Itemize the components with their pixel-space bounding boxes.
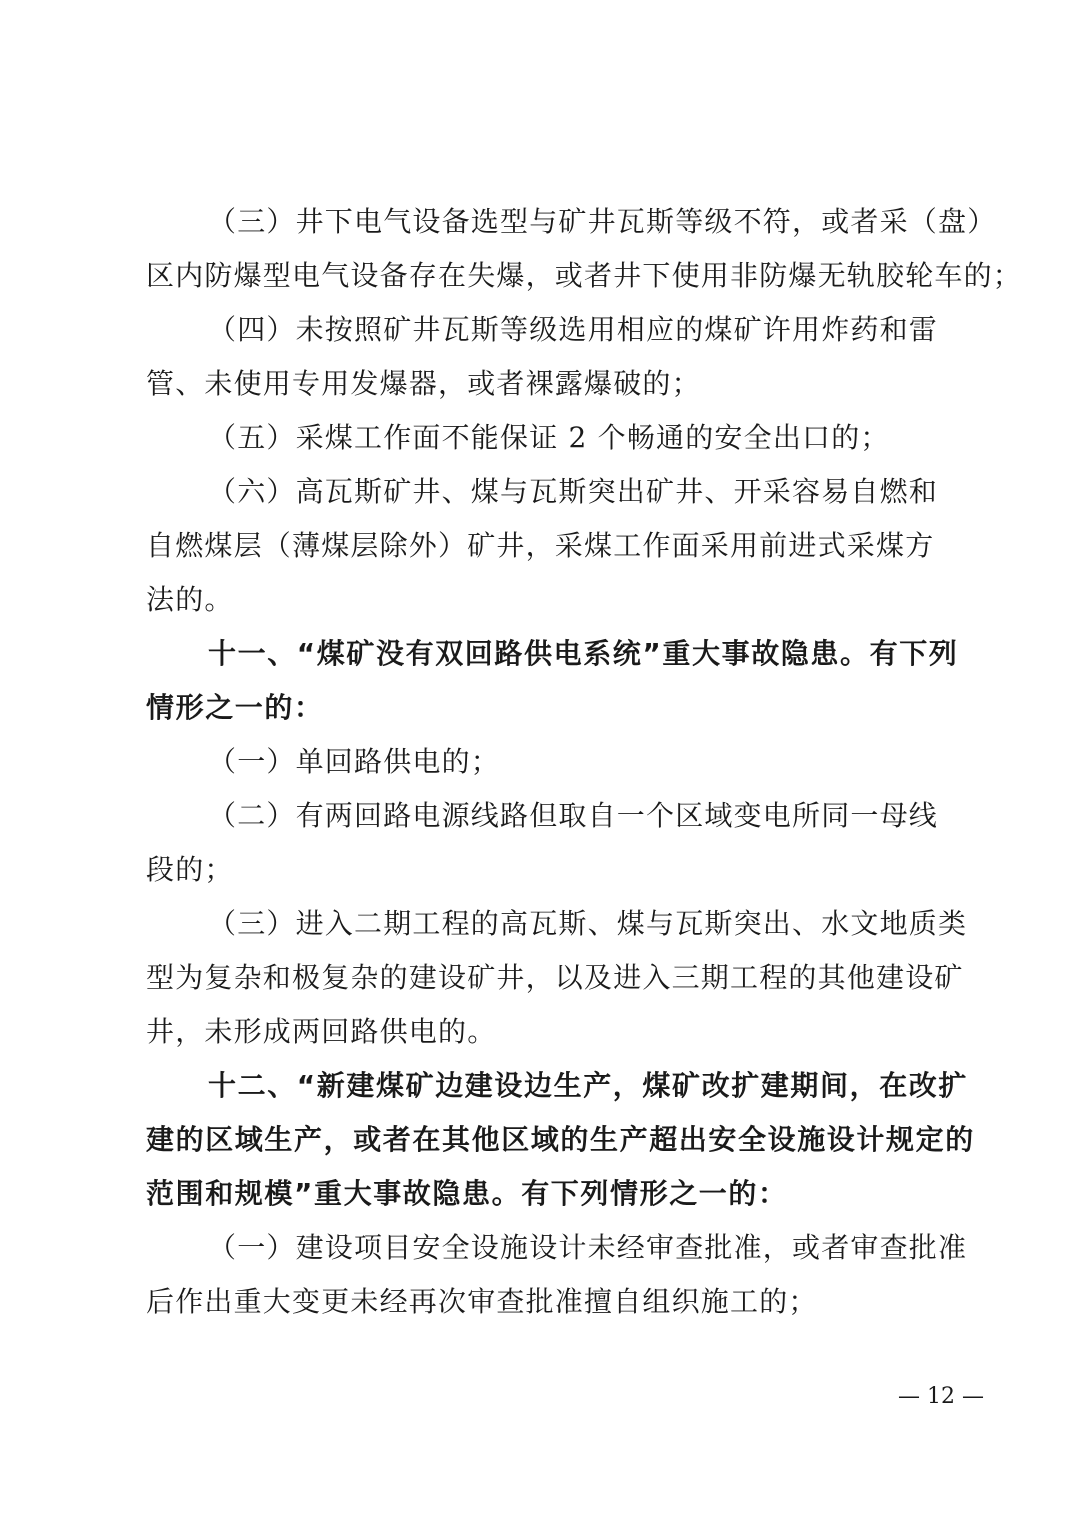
paragraph-line: （五）采煤工作面不能保证 2 个畅通的安全出口的；	[208, 421, 890, 454]
section-heading-line: 建的区域生产，或者在其他区域的生产超出安全设施设计规定的	[146, 1123, 975, 1156]
paragraph-line: 段的；	[146, 853, 234, 886]
section-heading-line: 十二、“新建煤矿边建设边生产，煤矿改扩建期间，在改扩	[208, 1069, 969, 1102]
paragraph-line: （一）单回路供电的；	[208, 745, 501, 778]
section-heading-line: 十一、“煤矿没有双回路供电系统”重大事故隐患。有下列	[208, 637, 959, 670]
paragraph-line: 区内防爆型电气设备存在失爆，或者井下使用非防爆无轨胶轮车的；	[146, 259, 1023, 292]
section-heading-line: 范围和规模”重大事故隐患。有下列情形之一的：	[146, 1177, 788, 1210]
paragraph-line: 后作出重大变更未经再次审查批准擅自组织施工的；	[146, 1285, 818, 1318]
section-heading-line: 情形之一的：	[146, 691, 324, 724]
page-number: — 12 —	[898, 1384, 984, 1409]
paragraph-line: 自燃煤层（薄煤层除外）矿井，采煤工作面采用前进式采煤方	[146, 529, 935, 562]
paragraph-line: （四）未按照矿井瓦斯等级选用相应的煤矿许用炸药和雷	[208, 313, 939, 346]
paragraph-line: （六）高瓦斯矿井、煤与瓦斯突出矿井、开采容易自燃和	[208, 475, 939, 508]
paragraph-line: 管、未使用专用发爆器，或者裸露爆破的；	[146, 367, 701, 400]
paragraph-line: 井，未形成两回路供电的。	[146, 1015, 497, 1048]
paragraph-line: （三）进入二期工程的高瓦斯、煤与瓦斯突出、水文地质类	[208, 907, 968, 940]
paragraph-line: （二）有两回路电源线路但取自一个区域变电所同一母线	[208, 799, 939, 832]
paragraph-line: 法的。	[146, 583, 234, 616]
paragraph-line: （三）井下电气设备选型与矿井瓦斯等级不符，或者采（盘）	[208, 205, 997, 238]
paragraph-line: 型为复杂和极复杂的建设矿井，以及进入三期工程的其他建设矿	[146, 961, 964, 994]
paragraph-line: （一）建设项目安全设施设计未经审查批准，或者审查批准	[208, 1231, 968, 1264]
